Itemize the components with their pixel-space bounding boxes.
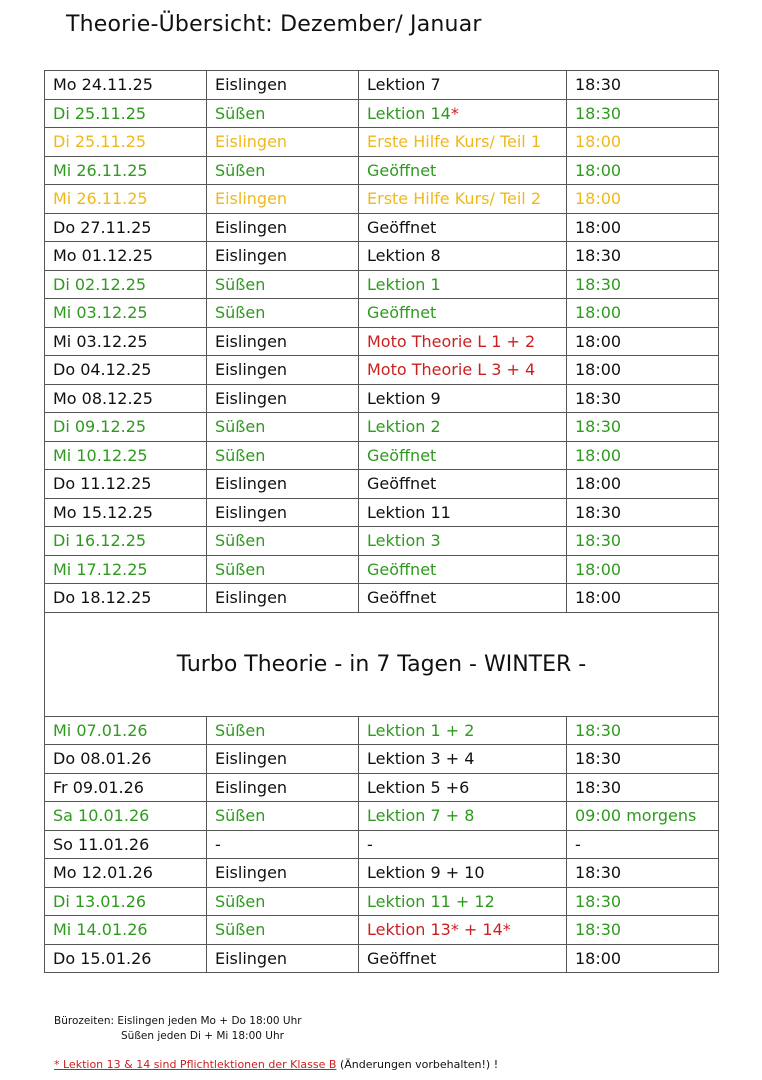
cell-time: 18:30 xyxy=(567,773,719,802)
cell-place: Eislingen xyxy=(207,185,359,214)
cell-topic xyxy=(359,299,567,328)
topic-text: Geöffnet xyxy=(367,588,437,608)
cell-place: Süßen xyxy=(207,270,359,299)
cell-day: Mi 14.01.26 xyxy=(45,916,207,945)
footnote-mandatory-lessons: * Lektion 13 & 14 sind Pflichtlektionen der Klasse B xyxy=(54,1058,337,1071)
cell-place: Eislingen xyxy=(207,773,359,802)
banner-row xyxy=(45,612,719,716)
cell-day: Do 27.11.25 xyxy=(45,213,207,242)
cell-time: - xyxy=(567,830,719,859)
schedule-row xyxy=(45,802,719,831)
cell-topic xyxy=(359,413,567,442)
cell-place: Süßen xyxy=(207,441,359,470)
cell-day: Mi 07.01.26 xyxy=(45,716,207,745)
schedule-row xyxy=(45,584,719,613)
office-hours-line-2: Süßen jeden Di + Mi 18:00 Uhr xyxy=(121,1030,284,1042)
cell-topic xyxy=(359,270,567,299)
cell-day: Do 18.12.25 xyxy=(45,584,207,613)
topic-text: Geöffnet xyxy=(367,445,437,465)
cell-topic xyxy=(359,555,567,584)
schedule-row xyxy=(45,128,719,157)
cell-topic xyxy=(359,128,567,157)
cell-day: Mi 10.12.25 xyxy=(45,441,207,470)
cell-day: Mi 03.12.25 xyxy=(45,327,207,356)
schedule-row xyxy=(45,441,719,470)
cell-topic xyxy=(359,242,567,271)
topic-text: Lektion 11 xyxy=(367,502,451,522)
topic-text: Geöffnet xyxy=(367,559,437,579)
schedule-row xyxy=(45,470,719,499)
topic-text: Lektion 1 + 2 xyxy=(367,720,475,740)
schedule-row xyxy=(45,327,719,356)
topic-text: Lektion 9 xyxy=(367,388,441,408)
topic-text: Erste Hilfe Kurs/ Teil 1 xyxy=(367,132,541,152)
schedule-row xyxy=(45,716,719,745)
topic-text: Geöffnet xyxy=(367,474,437,494)
cell-time: 18:30 xyxy=(567,859,719,888)
cell-place: Süßen xyxy=(207,99,359,128)
cell-place: Süßen xyxy=(207,299,359,328)
topic-text: - xyxy=(367,834,373,854)
cell-topic xyxy=(359,327,567,356)
cell-time: 18:30 xyxy=(567,242,719,271)
cell-time: 18:00 xyxy=(567,185,719,214)
cell-day: Do 11.12.25 xyxy=(45,470,207,499)
schedule-row xyxy=(45,213,719,242)
cell-day: Do 04.12.25 xyxy=(45,356,207,385)
footnote xyxy=(54,1058,498,1071)
schedule-row xyxy=(45,887,719,916)
cell-place: Eislingen xyxy=(207,584,359,613)
topic-text: Lektion 5 +6 xyxy=(367,777,470,797)
schedule-part-january xyxy=(45,716,719,973)
cell-time: 18:30 xyxy=(567,71,719,100)
topic-text: Geöffnet xyxy=(367,948,437,968)
schedule-row xyxy=(45,498,719,527)
topic-text: Lektion 14 xyxy=(367,103,451,123)
cell-topic xyxy=(359,527,567,556)
banner-section xyxy=(45,612,719,716)
cell-day: Mo 24.11.25 xyxy=(45,71,207,100)
cell-time: 09:00 morgens xyxy=(567,802,719,831)
cell-topic xyxy=(359,470,567,499)
schedule-row xyxy=(45,413,719,442)
cell-day: Mi 17.12.25 xyxy=(45,555,207,584)
cell-topic xyxy=(359,916,567,945)
schedule-table xyxy=(44,70,719,973)
cell-place: Eislingen xyxy=(207,944,359,973)
cell-place: Eislingen xyxy=(207,242,359,271)
cell-time: 18:30 xyxy=(567,270,719,299)
schedule-row xyxy=(45,555,719,584)
cell-place: Eislingen xyxy=(207,327,359,356)
cell-time: 18:00 xyxy=(567,327,719,356)
cell-day: Mo 15.12.25 xyxy=(45,498,207,527)
topic-text: Lektion 9 + 10 xyxy=(367,863,485,883)
cell-time: 18:30 xyxy=(567,887,719,916)
cell-time: 18:00 xyxy=(567,213,719,242)
cell-time: 18:30 xyxy=(567,498,719,527)
cell-place: Eislingen xyxy=(207,859,359,888)
cell-topic xyxy=(359,773,567,802)
schedule-row xyxy=(45,944,719,973)
cell-topic xyxy=(359,830,567,859)
cell-place: Süßen xyxy=(207,802,359,831)
schedule-row xyxy=(45,830,719,859)
cell-topic xyxy=(359,944,567,973)
cell-topic xyxy=(359,887,567,916)
page-title: Theorie-Übersicht: Dezember/ Januar xyxy=(66,12,482,37)
cell-day: Mi 26.11.25 xyxy=(45,185,207,214)
cell-place: Eislingen xyxy=(207,356,359,385)
cell-time: 18:30 xyxy=(567,384,719,413)
footnote-disclaimer: (Änderungen vorbehalten!) ! xyxy=(336,1058,499,1071)
topic-text: Geöffnet xyxy=(367,217,437,237)
cell-place: Süßen xyxy=(207,916,359,945)
cell-topic xyxy=(359,99,567,128)
turbo-theorie-banner: Turbo Theorie - in 7 Tagen - WINTER - xyxy=(45,612,719,716)
cell-place: Süßen xyxy=(207,413,359,442)
cell-place: Eislingen xyxy=(207,470,359,499)
cell-place: Süßen xyxy=(207,887,359,916)
schedule-row xyxy=(45,859,719,888)
mandatory-star: * xyxy=(450,103,459,123)
topic-text: Lektion 2 xyxy=(367,417,441,437)
cell-time: 18:00 xyxy=(567,470,719,499)
cell-place: Eislingen xyxy=(207,213,359,242)
schedule-row xyxy=(45,99,719,128)
cell-day: Di 09.12.25 xyxy=(45,413,207,442)
office-hours xyxy=(54,1014,302,1044)
cell-topic xyxy=(359,156,567,185)
cell-time: 18:30 xyxy=(567,916,719,945)
topic-text: Moto Theorie L 3 + 4 xyxy=(367,360,536,380)
cell-place: Eislingen xyxy=(207,71,359,100)
cell-day: Mi 03.12.25 xyxy=(45,299,207,328)
topic-text: Lektion 11 + 12 xyxy=(367,891,495,911)
schedule-row xyxy=(45,384,719,413)
cell-topic xyxy=(359,441,567,470)
cell-day: Sa 10.01.26 xyxy=(45,802,207,831)
cell-topic xyxy=(359,71,567,100)
cell-place: Süßen xyxy=(207,555,359,584)
cell-time: 18:30 xyxy=(567,413,719,442)
topic-text: Geöffnet xyxy=(367,160,437,180)
cell-place: Eislingen xyxy=(207,128,359,157)
schedule-row xyxy=(45,156,719,185)
schedule-row xyxy=(45,773,719,802)
cell-day: Mi 26.11.25 xyxy=(45,156,207,185)
cell-place: Süßen xyxy=(207,156,359,185)
cell-time: 18:00 xyxy=(567,128,719,157)
topic-text: Erste Hilfe Kurs/ Teil 2 xyxy=(367,189,541,209)
topic-text: Lektion 7 + 8 xyxy=(367,806,475,826)
cell-day: Di 25.11.25 xyxy=(45,128,207,157)
cell-topic xyxy=(359,745,567,774)
topic-text: Lektion 3 + 4 xyxy=(367,749,475,769)
cell-place: Süßen xyxy=(207,716,359,745)
cell-day: Do 08.01.26 xyxy=(45,745,207,774)
cell-topic xyxy=(359,498,567,527)
schedule-row xyxy=(45,242,719,271)
cell-place: Süßen xyxy=(207,527,359,556)
schedule-row xyxy=(45,71,719,100)
topic-text: Lektion 13* + 14* xyxy=(367,920,511,940)
cell-day: Mo 01.12.25 xyxy=(45,242,207,271)
cell-topic xyxy=(359,185,567,214)
cell-place: - xyxy=(207,830,359,859)
office-hours-line-1: Bürozeiten: Eislingen jeden Mo + Do 18:00 Uhr xyxy=(54,1015,302,1027)
cell-place: Eislingen xyxy=(207,745,359,774)
schedule-row xyxy=(45,299,719,328)
cell-time: 18:00 xyxy=(567,156,719,185)
schedule-row xyxy=(45,356,719,385)
cell-place: Eislingen xyxy=(207,384,359,413)
cell-time: 18:00 xyxy=(567,356,719,385)
cell-day: Di 02.12.25 xyxy=(45,270,207,299)
cell-topic xyxy=(359,384,567,413)
cell-day: Di 16.12.25 xyxy=(45,527,207,556)
cell-topic xyxy=(359,356,567,385)
cell-time: 18:30 xyxy=(567,745,719,774)
cell-day: Fr 09.01.26 xyxy=(45,773,207,802)
cell-day: So 11.01.26 xyxy=(45,830,207,859)
cell-time: 18:00 xyxy=(567,944,719,973)
cell-time: 18:00 xyxy=(567,584,719,613)
schedule-row xyxy=(45,527,719,556)
cell-place: Eislingen xyxy=(207,498,359,527)
topic-text: Lektion 7 xyxy=(367,75,441,95)
topic-text: Lektion 8 xyxy=(367,246,441,266)
cell-time: 18:30 xyxy=(567,99,719,128)
cell-day: Mo 08.12.25 xyxy=(45,384,207,413)
topic-text: Moto Theorie L 1 + 2 xyxy=(367,331,536,351)
cell-day: Mo 12.01.26 xyxy=(45,859,207,888)
cell-topic xyxy=(359,213,567,242)
cell-day: Di 13.01.26 xyxy=(45,887,207,916)
cell-day: Di 25.11.25 xyxy=(45,99,207,128)
cell-time: 18:30 xyxy=(567,527,719,556)
schedule-row xyxy=(45,270,719,299)
schedule-row xyxy=(45,185,719,214)
topic-text: Lektion 1 xyxy=(367,274,441,294)
cell-time: 18:30 xyxy=(567,716,719,745)
schedule-row xyxy=(45,916,719,945)
cell-topic xyxy=(359,802,567,831)
topic-text: Lektion 3 xyxy=(367,531,441,551)
topic-text: Geöffnet xyxy=(367,303,437,323)
schedule-part-december xyxy=(45,71,719,613)
cell-topic xyxy=(359,584,567,613)
cell-topic xyxy=(359,716,567,745)
cell-time: 18:00 xyxy=(567,555,719,584)
cell-topic xyxy=(359,859,567,888)
cell-time: 18:00 xyxy=(567,441,719,470)
cell-day: Do 15.01.26 xyxy=(45,944,207,973)
cell-time: 18:00 xyxy=(567,299,719,328)
schedule-row xyxy=(45,745,719,774)
